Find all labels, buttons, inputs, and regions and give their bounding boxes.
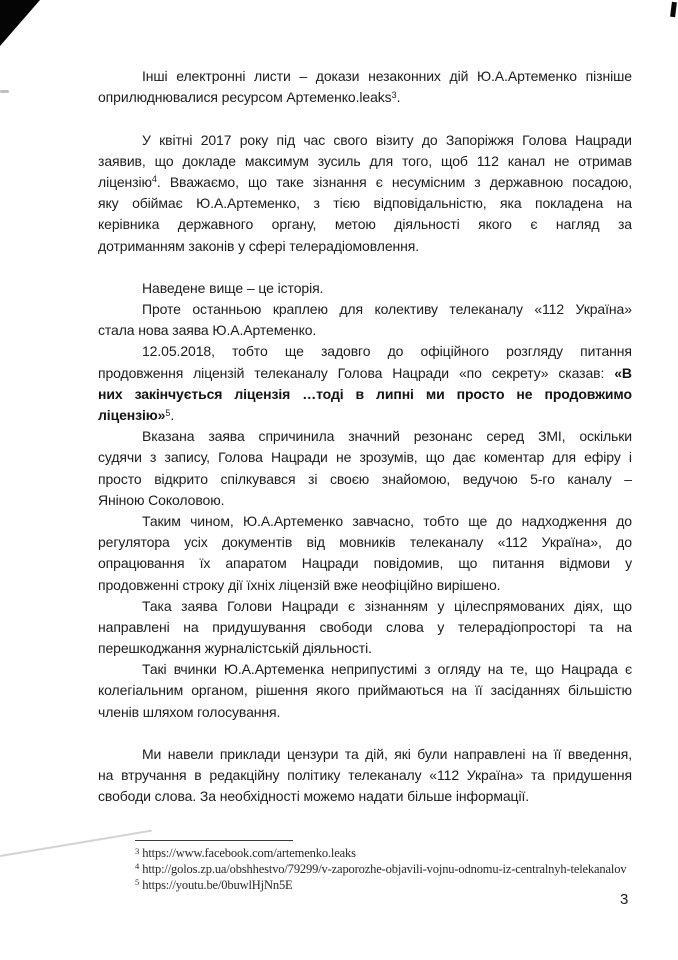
text-line: судячи з запису, Голова Нацради не зрозумів, що дає коментар для ефіру і [98,449,632,466]
text-line: Наведене вище – це історія. [142,279,324,296]
blank-line [98,108,632,129]
footnote: $^3$ https://www.facebook.com/artemenko.leaks [135,845,356,860]
page-number: 3 [620,891,629,908]
scan-smudge-icon [0,830,152,857]
text-line: Таким чином, Ю.А.Артеменко завчасно, тобто ще до надходження до [142,512,632,529]
scan-smudge-icon [0,90,9,93]
text-line: Ми навели приклади цензури та дій, які були направлені на її введення, [142,746,632,762]
footnotes-section [135,840,635,893]
blank-line [98,723,632,744]
text-line: членів шляхом голосування. [98,703,281,720]
text-line: Вказана заява спричинила значний резонанс серед ЗМІ, оскільки [142,428,632,445]
text-line: опрацювання їх апаратом Нацради повідомив, що питання відмови у [98,555,632,572]
scan-artifact-corner-icon [0,0,40,46]
text-line: продовження ліцензій телеканалу Голова Нацради «по секрету» сказав: «В [98,364,632,381]
footnote-separator [135,840,293,841]
text-line: продовженні строку дії їхніх ліцензій вже неофіційно вирішено. [98,576,501,593]
text-line: 12.05.2018, тобто ще задовго до офіційного розгляду питання [142,343,632,360]
footnote: $^5$ https://youtu.be/0buwlHjNn5E [135,877,293,892]
text-line: просто відкрито спілкувався зі своєю знайомою, ведучою 5-го каналу – [98,470,632,487]
text-line: ліцензію$^4$. Вважаємо, що таке зізнання є несумісним з державною посадою, [98,173,632,190]
text-line: Такі вчинки Ю.А.Артеменка неприпустимі з огляду на те, що Нацрада є [142,661,632,678]
text-line: керівника державного органу, метою діяльності якого є нагляд за [98,216,632,233]
text-line: направлені на придушування свободи слова у телерадіопросторі та на [98,618,632,635]
footnote: $^4$ http://golos.zp.ua/obshhestvo/79299/v-zaporozhe-objavili-vojnu-odnomu-iz-centralnyh-telekanalov [135,861,627,876]
document-body [98,66,632,808]
text-line: перешкоджання журналістській діяльності. [98,640,372,657]
text-line: свободи слова. За необхідності можемо надати більше інформації. [98,788,530,805]
text-line: регулятора усіх документів від мовників телеканалу «112 Україна», до [98,534,632,551]
text-line: на втручання в редакційну політику телеканалу «112 Україна» та придушення [98,767,632,784]
footnote-list [135,846,635,893]
blank-line [98,257,632,278]
text-line: стала нова заява Ю.А.Артеменко. [98,322,317,339]
text-line: ліцензію»$^5$. [98,407,175,423]
text-line: оприлюднювалися ресурсом Артеменко.leaks$^3$. [98,89,401,106]
text-line: Яніною Соколовою. [98,491,225,508]
text-line: колегіальним органом, рішення якого приймаються на її засіданнях більшістю [98,682,632,699]
scan-artifact-tick-icon [670,2,677,17]
text-line: заявив, що докладе максимум зусиль для того, щоб 112 канал не отримав [98,152,632,169]
text-line: Інші електронні листи – докази незаконних дій Ю.А.Артеменко пізніше [142,68,632,84]
text-line: Така заява Голови Нацради є зізнанням у цілеспрямованих діях, що [142,597,632,614]
text-line: Проте останньою краплею для колективу телеканалу «112 Україна» [142,301,632,318]
text-line: дотриманням законів у сфері телерадіомовлення. [98,237,420,254]
text-line: них закінчується ліцензія …тоді в липні ми просто не продовжимо [98,385,632,402]
text-line: У квітні 2017 року під час свого візиту до Запоріжжя Голова Нацради [142,131,632,148]
text-line: яку обіймає Ю.А.Артеменко, з тією відповідальністю, яка покладена на [98,195,632,212]
